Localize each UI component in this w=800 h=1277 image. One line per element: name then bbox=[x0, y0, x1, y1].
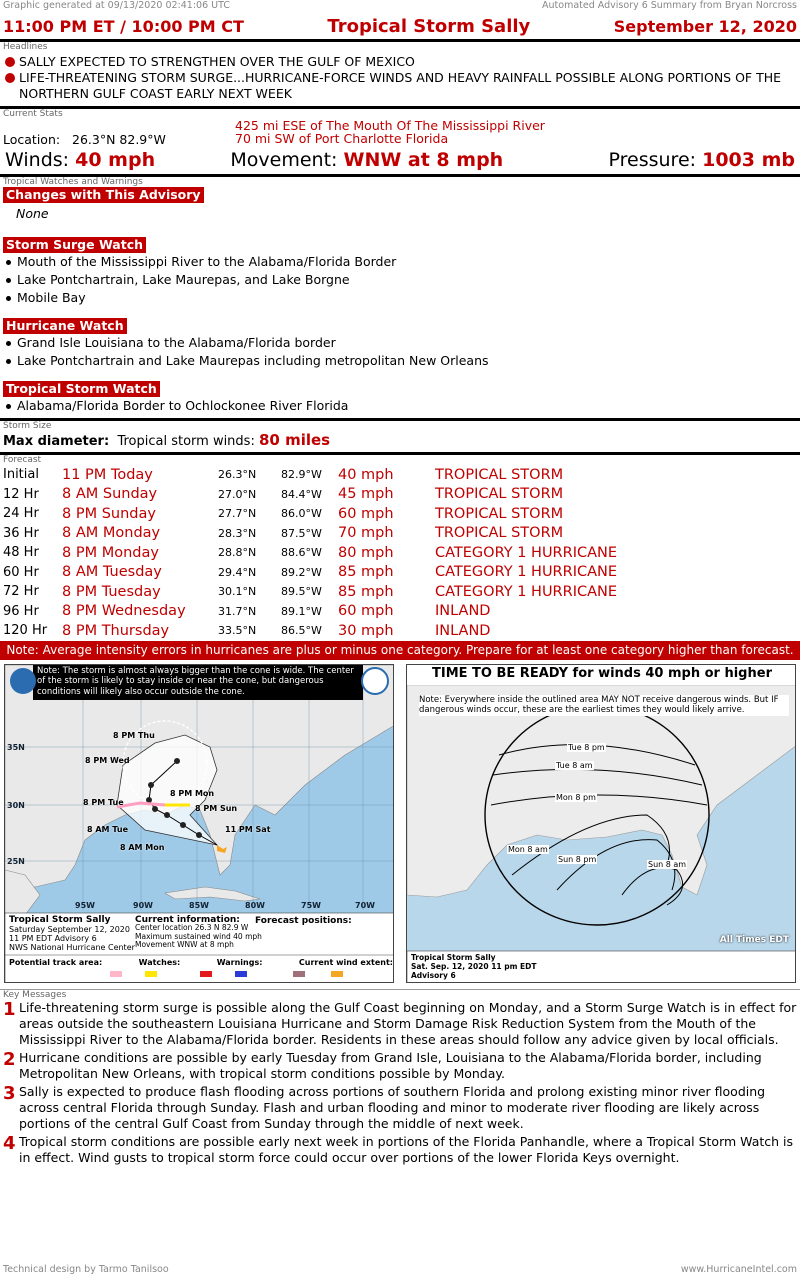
forecast-time-label: 11 PM Sat bbox=[225, 824, 271, 834]
forecast-lon: 88.6°W bbox=[281, 546, 322, 560]
forecast-category: TROPICAL STORM bbox=[435, 505, 564, 522]
forecast-lon: 89.5°W bbox=[281, 585, 322, 599]
forecast-wind: 45 mph bbox=[338, 486, 394, 503]
footer-credit: Technical design by Tarmo Tanilsoo bbox=[3, 1264, 169, 1275]
forecast-lat: 29.4°N bbox=[218, 565, 257, 579]
forecast-lat: 26.3°N bbox=[218, 468, 257, 482]
footer bbox=[0, 1264, 800, 1275]
list-item: Alabama/Florida Border to Ochlockonee River Florida bbox=[4, 397, 800, 415]
forecast-time: 8 PM Monday bbox=[62, 544, 159, 561]
maps-row bbox=[0, 660, 800, 985]
forecast-row bbox=[3, 465, 797, 485]
forecast-time: 8 AM Monday bbox=[62, 525, 161, 542]
top-info-bar bbox=[0, 0, 800, 13]
forecast-lat: 33.5°N bbox=[218, 624, 257, 638]
forecast-lon: 86.5°W bbox=[281, 624, 322, 638]
longitude-tick: 70W bbox=[355, 900, 375, 910]
forecast-lat: 30.1°N bbox=[218, 585, 257, 599]
contour-label: Sun 8 pm bbox=[558, 854, 597, 864]
forecast-lon: 87.5°W bbox=[281, 526, 322, 540]
cone-note: Note: The storm is almost always bigger than the cone is wide. The center of the storm is likely to stay inside or near the cone, but dangerous conditions will likely also occur outside the cone. bbox=[37, 665, 354, 697]
longitude-tick: 85W bbox=[189, 900, 209, 910]
current-stats bbox=[0, 119, 800, 171]
forecast-row bbox=[3, 485, 797, 505]
forecast-time-label: 8 PM Tue bbox=[83, 797, 124, 807]
latitude-tick: 35N bbox=[7, 742, 25, 752]
forecast-time-label: 8 PM Sun bbox=[195, 803, 238, 813]
movement: Movement: WNW at 8 mph bbox=[230, 149, 504, 171]
forecast-wind: 80 mph bbox=[338, 544, 394, 561]
forecast-time: 8 PM Thursday bbox=[62, 622, 170, 639]
all-times-label: All Times EDT bbox=[719, 934, 789, 945]
cone-legend-current: Current information: Center location 26.3 N 82.9 W Maximum sustained wind 40 mph Movement WNW at 8 mph bbox=[135, 914, 262, 949]
forecast-row bbox=[3, 582, 797, 602]
forecast-row bbox=[3, 621, 797, 641]
key-message: 4 Tropical storm conditions are possible early next week in portions of the Florida Panhandle, where a Tropical Storm Watch is in effect. Wind gusts to tropical storm force could occur over portions of the lower Florida Keys overnight. bbox=[3, 1132, 794, 1165]
list-item: Mobile Bay bbox=[4, 289, 800, 307]
tropical-storm-watch-tag: Tropical Storm Watch bbox=[3, 381, 160, 397]
forecast-category: TROPICAL STORM bbox=[435, 525, 564, 542]
list-item: Grand Isle Louisiana to the Alabama/Florida border bbox=[4, 334, 800, 352]
storm-name: Tropical Storm Sally bbox=[327, 15, 531, 37]
forecast-lon: 89.2°W bbox=[281, 565, 322, 579]
cone-legend-bottom: Potential track area: Watches: Warnings: Current wind extent: bbox=[9, 957, 393, 967]
forecast-category: TROPICAL STORM bbox=[435, 486, 564, 503]
forecast-time: 11 PM Today bbox=[62, 466, 153, 483]
forecast-wind: 60 mph bbox=[338, 505, 394, 522]
advisory-summary: Automated Advisory 6 Summary from Bryan Norcross bbox=[542, 0, 797, 11]
forecast-wind: 85 mph bbox=[338, 583, 394, 600]
forecast-time: 8 PM Wednesday bbox=[62, 603, 186, 620]
key-message: 3 Sally is expected to produce flash flooding across portions of southern Florida and prolong existing minor river flooding across central Florida through Sunday. Flash and urban flooding and minor to moderate river flooding are likely across portions of the central Gulf Coast from Sunday through the middle of next week. bbox=[3, 1082, 766, 1131]
contour-label: Mon 8 pm bbox=[556, 792, 596, 802]
bullet-dot-icon bbox=[5, 57, 15, 67]
forecast-hour: 60 Hr bbox=[3, 564, 39, 580]
list-item: Lake Pontchartrain, Lake Maurepas, and Lake Borgne bbox=[4, 271, 800, 289]
key-message: 2 Hurricane conditions are possible by early Tuesday from Grand Isle, Louisiana to the Alabama/Florida border, including Metropolitan New Orleans, with tropical storm conditions possible by Monday. bbox=[3, 1048, 762, 1081]
forecast-lon: 84.4°W bbox=[281, 487, 322, 501]
forecast-lat: 28.3°N bbox=[218, 526, 257, 540]
forecast-time-label: 8 PM Wed bbox=[85, 755, 130, 765]
forecast-hour: 96 Hr bbox=[3, 603, 39, 619]
storm-size-label: Storm Size bbox=[3, 421, 52, 431]
longitude-tick: 90W bbox=[133, 900, 153, 910]
key-messages bbox=[0, 1000, 800, 1166]
pressure: Pressure: 1003 mb bbox=[608, 149, 795, 171]
forecast-hour: 72 Hr bbox=[3, 584, 39, 600]
cone-legend-left: Tropical Storm Sally Saturday September 12, 2020 11 PM EDT Advisory 6 NWS National Hurricane Center bbox=[9, 914, 135, 952]
storm-surge-watch-list bbox=[0, 253, 800, 307]
arrival-map bbox=[406, 664, 796, 983]
forecast-time: 8 PM Sunday bbox=[62, 505, 156, 522]
forecast-time: 8 AM Tuesday bbox=[62, 564, 162, 581]
forecast-hour: 36 Hr bbox=[3, 525, 39, 541]
forecast-wind: 60 mph bbox=[338, 603, 394, 620]
storm-surge-watch-tag: Storm Surge Watch bbox=[3, 237, 146, 253]
forecast-lon: 86.0°W bbox=[281, 507, 322, 521]
forecast-category: CATEGORY 1 HURRICANE bbox=[435, 544, 618, 561]
forecast-time: 8 PM Tuesday bbox=[62, 583, 161, 600]
generated-time: Graphic generated at 09/13/2020 02:41:06 UTC bbox=[3, 0, 230, 11]
contour-label: Tue 8 pm bbox=[568, 742, 605, 752]
contour-label: Tue 8 am bbox=[556, 760, 593, 770]
title-bar bbox=[0, 13, 800, 39]
forecast-wind: 40 mph bbox=[338, 466, 394, 483]
intensity-note: Note: Average intensity errors in hurricanes are plus or minus one category. Prepare for at least one category higher than forecast. bbox=[0, 641, 800, 660]
hurricane-watch-tag: Hurricane Watch bbox=[3, 318, 127, 334]
forecast-row bbox=[3, 602, 797, 622]
longitude-tick: 75W bbox=[301, 900, 321, 910]
forecast-row bbox=[3, 563, 797, 583]
forecast-category: INLAND bbox=[435, 622, 491, 639]
latitude-tick: 25N bbox=[7, 856, 25, 866]
key-messages-label: Key Messages bbox=[3, 989, 67, 1000]
forecast-time: 8 AM Sunday bbox=[62, 486, 158, 503]
forecast-hour: 48 Hr bbox=[3, 545, 39, 561]
headlines bbox=[0, 52, 800, 102]
forecast-time-label: 8 PM Thu bbox=[113, 730, 155, 740]
forecast-category: CATEGORY 1 HURRICANE bbox=[435, 564, 618, 581]
contour-label: Mon 8 am bbox=[508, 844, 548, 854]
list-item: Mouth of the Mississippi River to the Alabama/Florida Border bbox=[4, 253, 800, 271]
headlines-label: Headlines bbox=[3, 42, 48, 52]
tropical-storm-watch-list bbox=[0, 397, 800, 415]
location: Location: 26.3°N 82.9°W bbox=[3, 132, 166, 147]
forecast-wind: 30 mph bbox=[338, 622, 394, 639]
forecast-hour: 24 Hr bbox=[3, 506, 39, 522]
changes-value: None bbox=[16, 206, 49, 221]
forecast-row bbox=[3, 524, 797, 544]
cone-legend-forecast: Forecast positions: bbox=[255, 915, 352, 926]
advisory-time: 11:00 PM ET / 10:00 PM CT bbox=[3, 16, 244, 36]
watches-label: Tropical Watches and Warnings bbox=[3, 177, 143, 187]
headline-item: LIFE-THREATENING STORM SURGE...HURRICANE-FORCE WINDS AND HEAVY RAINFALL POSSIBLE ALONG PORTIONS OF THE NORTHERN GULF COAST EARLY NEXT WEEK bbox=[3, 70, 797, 102]
forecast-lat: 31.7°N bbox=[218, 604, 257, 618]
key-message: 1 Life-threatening storm surge is possible along the Gulf Coast beginning on Monday, and a Storm Surge Watch is in effect for areas outside the southeastern Louisiana Hurricane and Storm Damage Risk Reduction System from the Mouth of the Mississippi River to the Alabama/Florida border. Residents in these areas should follow any advice given by local officials. bbox=[3, 998, 797, 1047]
forecast-row bbox=[3, 543, 797, 563]
headline-item: SALLY EXPECTED TO STRENGTHEN OVER THE GULF OF MEXICO bbox=[3, 54, 797, 70]
forecast-hour: 120 Hr bbox=[3, 623, 48, 639]
forecast-lon: 82.9°W bbox=[281, 468, 322, 482]
cone-map bbox=[4, 664, 394, 983]
arrival-title: TIME TO BE READY for winds 40 mph or higher bbox=[432, 665, 772, 681]
advisory-date: September 12, 2020 bbox=[613, 16, 797, 36]
winds: Winds: 40 mph bbox=[5, 149, 156, 171]
forecast-table bbox=[0, 465, 800, 641]
forecast-hour: Initial bbox=[3, 467, 39, 483]
forecast-lat: 27.7°N bbox=[218, 507, 257, 521]
forecast-category: INLAND bbox=[435, 603, 491, 620]
current-stats-label: Current Stats bbox=[3, 109, 63, 119]
storm-size: Max diameter: Tropical storm winds: 80 miles bbox=[3, 431, 331, 449]
forecast-lat: 27.0°N bbox=[218, 487, 257, 501]
arrival-note: Note: Everywhere inside the outlined area MAY NOT receive dangerous winds. But IF dangerous winds occur, these are the earliest times they would likely arrive. bbox=[419, 695, 789, 716]
longitude-tick: 95W bbox=[75, 900, 95, 910]
forecast-category: TROPICAL STORM bbox=[435, 466, 564, 483]
list-item: Lake Pontchartrain and Lake Maurepas including metropolitan New Orleans bbox=[4, 352, 800, 370]
latitude-tick: 30N bbox=[7, 800, 25, 810]
hurricane-watch-list bbox=[0, 334, 800, 370]
longitude-tick: 80W bbox=[245, 900, 265, 910]
forecast-lon: 89.1°W bbox=[281, 604, 322, 618]
forecast-time-label: 8 PM Mon bbox=[170, 788, 215, 798]
arrival-legend: Tropical Storm Sally Sat. Sep. 12, 2020 11 pm EDT Advisory 6 bbox=[411, 952, 537, 980]
distances: 425 mi ESE of The Mouth Of The Mississippi River 70 mi SW of Port Charlotte Florida bbox=[235, 118, 545, 146]
contour-label: Sun 8 am bbox=[648, 859, 687, 869]
forecast-lat: 28.8°N bbox=[218, 546, 257, 560]
forecast-label: Forecast bbox=[3, 455, 42, 465]
forecast-time-label: 8 AM Mon bbox=[120, 842, 165, 852]
footer-site[interactable]: www.HurricaneIntel.com bbox=[680, 1264, 797, 1275]
changes-tag: Changes with This Advisory bbox=[3, 187, 204, 203]
forecast-category: CATEGORY 1 HURRICANE bbox=[435, 583, 618, 600]
forecast-wind: 70 mph bbox=[338, 525, 394, 542]
forecast-row bbox=[3, 504, 797, 524]
forecast-time-label: 8 AM Tue bbox=[87, 824, 128, 834]
forecast-hour: 12 Hr bbox=[3, 486, 39, 502]
bullet-dot-icon bbox=[5, 73, 15, 83]
forecast-wind: 85 mph bbox=[338, 564, 394, 581]
